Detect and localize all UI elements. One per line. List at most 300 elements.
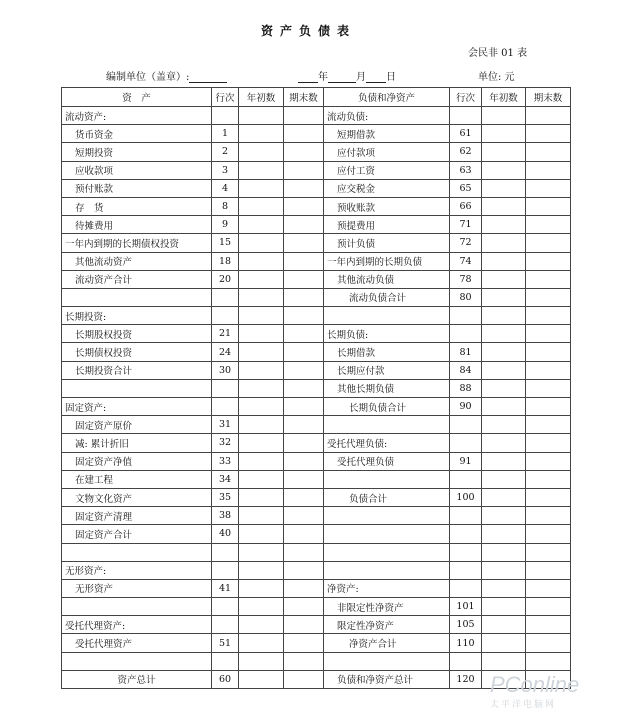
table-row xyxy=(62,525,571,543)
currency-unit: 单位: 元 xyxy=(478,72,515,83)
asset-opening-value xyxy=(239,325,284,343)
liability-opening-value xyxy=(482,270,526,288)
table-row xyxy=(62,434,571,452)
asset-opening-value xyxy=(239,434,284,452)
liability-closing-value xyxy=(526,488,571,506)
asset-item: 货币资金 xyxy=(62,125,212,143)
liability-closing-value xyxy=(526,179,571,197)
asset-opening-value xyxy=(239,525,284,543)
watermark-caption: 太平洋电脑网 xyxy=(490,699,557,709)
asset-closing-value xyxy=(284,452,324,470)
asset-opening-value xyxy=(239,234,284,252)
liability-item: 长期借款 xyxy=(324,343,450,361)
asset-item: 无形资产 xyxy=(62,579,212,597)
asset-line-no: 35 xyxy=(212,488,239,506)
asset-item xyxy=(62,652,212,670)
asset-closing-value xyxy=(284,616,324,634)
liability-line-no: 105 xyxy=(450,616,482,634)
asset-item: 一年内到期的长期债权投资 xyxy=(62,234,212,252)
day-label: 日 xyxy=(386,72,396,83)
liability-item: 一年内到期的长期负债 xyxy=(324,252,450,270)
liability-line-no xyxy=(450,507,482,525)
asset-line-no xyxy=(212,598,239,616)
liability-opening-value xyxy=(482,616,526,634)
liability-closing-value xyxy=(526,125,571,143)
liability-opening-value xyxy=(482,379,526,397)
table-row xyxy=(62,107,571,125)
liability-opening-value xyxy=(482,288,526,306)
date-line xyxy=(298,68,396,83)
form-number: 会民非 01 表 xyxy=(468,48,528,59)
liability-opening-value xyxy=(482,307,526,325)
asset-closing-value xyxy=(284,525,324,543)
asset-opening-value xyxy=(239,652,284,670)
table-row xyxy=(62,470,571,488)
table-row xyxy=(62,270,571,288)
asset-line-no xyxy=(212,616,239,634)
liability-line-no xyxy=(450,561,482,579)
liability-item xyxy=(324,416,450,434)
asset-item: 无形资产: xyxy=(62,561,212,579)
asset-opening-value xyxy=(239,398,284,416)
liability-item: 应付工资 xyxy=(324,161,450,179)
asset-item: 受托代理资产 xyxy=(62,634,212,652)
liability-item: 应交税金 xyxy=(324,179,450,197)
liability-line-no: 101 xyxy=(450,598,482,616)
table-row xyxy=(62,507,571,525)
liability-line-no: 74 xyxy=(450,252,482,270)
asset-item: 固定资产净值 xyxy=(62,452,212,470)
liability-opening-value xyxy=(482,488,526,506)
liability-closing-value xyxy=(526,197,571,215)
asset-closing-value xyxy=(284,398,324,416)
asset-closing-value xyxy=(284,161,324,179)
liability-line-no: 110 xyxy=(450,634,482,652)
asset-opening-value xyxy=(239,470,284,488)
liability-opening-value xyxy=(482,634,526,652)
liability-closing-value xyxy=(526,470,571,488)
asset-item: 固定资产清理 xyxy=(62,507,212,525)
liability-line-no: 61 xyxy=(450,125,482,143)
table-row xyxy=(62,488,571,506)
asset-line-no: 41 xyxy=(212,579,239,597)
asset-line-no: 40 xyxy=(212,525,239,543)
table-row xyxy=(62,179,571,197)
preparer-line xyxy=(106,68,227,83)
table-row xyxy=(62,307,571,325)
liability-opening-value xyxy=(482,507,526,525)
liability-opening-value xyxy=(482,398,526,416)
table-row xyxy=(62,197,571,215)
asset-item: 减: 累计折旧 xyxy=(62,434,212,452)
asset-closing-value xyxy=(284,325,324,343)
liability-closing-value xyxy=(526,234,571,252)
table-row xyxy=(62,125,571,143)
liability-item: 其他流动负债 xyxy=(324,270,450,288)
asset-opening-value xyxy=(239,379,284,397)
liability-opening-value xyxy=(482,325,526,343)
liability-closing-value xyxy=(526,252,571,270)
asset-opening-value xyxy=(239,270,284,288)
asset-item xyxy=(62,288,212,306)
liability-item xyxy=(324,307,450,325)
asset-line-no: 4 xyxy=(212,179,239,197)
asset-item: 文物文化资产 xyxy=(62,488,212,506)
asset-line-no xyxy=(212,561,239,579)
liability-line-no xyxy=(450,525,482,543)
liability-item: 负债合计 xyxy=(324,488,450,506)
asset-line-no: 1 xyxy=(212,125,239,143)
table-row xyxy=(62,252,571,270)
liability-item xyxy=(324,652,450,670)
liability-item xyxy=(324,507,450,525)
liability-closing-value xyxy=(526,307,571,325)
table-row xyxy=(62,543,571,561)
liability-line-no: 66 xyxy=(450,197,482,215)
asset-line-no: 34 xyxy=(212,470,239,488)
liability-opening-value xyxy=(482,452,526,470)
asset-closing-value xyxy=(284,343,324,361)
liability-line-no: 71 xyxy=(450,216,482,234)
asset-opening-value xyxy=(239,197,284,215)
asset-item: 预付账款 xyxy=(62,179,212,197)
asset-item: 固定资产合计 xyxy=(62,525,212,543)
asset-item: 固定资产: xyxy=(62,398,212,416)
table-row xyxy=(62,561,571,579)
asset-line-no: 8 xyxy=(212,197,239,215)
asset-opening-value xyxy=(239,634,284,652)
asset-item: 应收款项 xyxy=(62,161,212,179)
liability-closing-value xyxy=(526,452,571,470)
table-row xyxy=(62,452,571,470)
asset-line-no xyxy=(212,288,239,306)
asset-closing-value xyxy=(284,234,324,252)
liability-opening-value xyxy=(482,416,526,434)
asset-closing-value xyxy=(284,543,324,561)
asset-opening-value xyxy=(239,452,284,470)
table-row xyxy=(62,161,571,179)
liability-line-no: 80 xyxy=(450,288,482,306)
asset-closing-value xyxy=(284,652,324,670)
year-label: 年 xyxy=(318,72,328,83)
liability-line-no: 62 xyxy=(450,143,482,161)
liability-opening-value xyxy=(482,561,526,579)
liability-line-no xyxy=(450,307,482,325)
table-row xyxy=(62,598,571,616)
liability-closing-value xyxy=(526,216,571,234)
day-blank xyxy=(366,71,386,83)
liability-item: 限定性净资产 xyxy=(324,616,450,634)
asset-item: 固定资产原价 xyxy=(62,416,212,434)
liability-closing-value xyxy=(526,543,571,561)
liability-line-no: 78 xyxy=(450,270,482,288)
liability-item xyxy=(324,561,450,579)
liability-item: 长期负债合计 xyxy=(324,398,450,416)
asset-item: 短期投资 xyxy=(62,143,212,161)
liability-opening-value xyxy=(482,434,526,452)
liability-closing-value xyxy=(526,598,571,616)
header-opening: 年初数 xyxy=(239,88,284,107)
asset-line-no: 51 xyxy=(212,634,239,652)
asset-closing-value xyxy=(284,634,324,652)
asset-item: 流动资产: xyxy=(62,107,212,125)
asset-closing-value xyxy=(284,579,324,597)
asset-line-no: 32 xyxy=(212,434,239,452)
asset-opening-value xyxy=(239,161,284,179)
asset-line-no: 30 xyxy=(212,361,239,379)
liability-item: 受托代理负债 xyxy=(324,452,450,470)
liability-line-no: 91 xyxy=(450,452,482,470)
asset-opening-value xyxy=(239,579,284,597)
table-row xyxy=(62,379,571,397)
liability-item: 其他长期负债 xyxy=(324,379,450,397)
asset-line-no: 21 xyxy=(212,325,239,343)
liability-line-no: 65 xyxy=(450,179,482,197)
liability-item: 流动负债合计 xyxy=(324,288,450,306)
header-opening: 年初数 xyxy=(482,88,526,107)
table-row xyxy=(62,216,571,234)
preparer-label: 编制单位（盖章）: xyxy=(106,72,190,83)
liability-item xyxy=(324,525,450,543)
asset-opening-value xyxy=(239,416,284,434)
asset-line-no: 15 xyxy=(212,234,239,252)
year-blank xyxy=(298,71,318,83)
watermark-logo: PConline xyxy=(490,672,580,697)
asset-item: 流动资产合计 xyxy=(62,270,212,288)
asset-item: 长期投资: xyxy=(62,307,212,325)
liability-item: 预提费用 xyxy=(324,216,450,234)
table-row xyxy=(62,343,571,361)
header-assets: 资 产 xyxy=(62,88,212,107)
liability-closing-value xyxy=(526,143,571,161)
liability-line-no xyxy=(450,107,482,125)
asset-closing-value xyxy=(284,216,324,234)
asset-line-no xyxy=(212,379,239,397)
asset-opening-value xyxy=(239,598,284,616)
asset-opening-value xyxy=(239,543,284,561)
asset-opening-value xyxy=(239,288,284,306)
liability-closing-value xyxy=(526,107,571,125)
liability-closing-value xyxy=(526,416,571,434)
liability-closing-value xyxy=(526,634,571,652)
asset-opening-value xyxy=(239,343,284,361)
liability-closing-value xyxy=(526,398,571,416)
liability-opening-value xyxy=(482,343,526,361)
asset-closing-value xyxy=(284,561,324,579)
liability-line-no xyxy=(450,543,482,561)
liability-opening-value xyxy=(482,197,526,215)
liability-line-no xyxy=(450,470,482,488)
liability-line-no: 63 xyxy=(450,161,482,179)
liability-line-no: 84 xyxy=(450,361,482,379)
asset-closing-value xyxy=(284,470,324,488)
asset-closing-value xyxy=(284,598,324,616)
liability-opening-value xyxy=(482,598,526,616)
asset-line-no xyxy=(212,398,239,416)
liability-item xyxy=(324,470,450,488)
liability-closing-value xyxy=(526,525,571,543)
table-row xyxy=(62,416,571,434)
liability-item: 流动负债: xyxy=(324,107,450,125)
asset-opening-value xyxy=(239,488,284,506)
table-row xyxy=(62,616,571,634)
table-row xyxy=(62,143,571,161)
liability-opening-value xyxy=(482,107,526,125)
asset-closing-value xyxy=(284,197,324,215)
liability-opening-value xyxy=(482,579,526,597)
table-row xyxy=(62,652,571,670)
liability-closing-value xyxy=(526,325,571,343)
liability-closing-value xyxy=(526,652,571,670)
asset-line-no: 33 xyxy=(212,452,239,470)
page-title: 资产负债表 xyxy=(260,24,356,38)
header-line-no: 行次 xyxy=(212,88,239,107)
liability-item: 净资产合计 xyxy=(324,634,450,652)
asset-closing-value xyxy=(284,434,324,452)
asset-closing-value xyxy=(284,288,324,306)
asset-closing-value xyxy=(284,416,324,434)
asset-item: 长期投资合计 xyxy=(62,361,212,379)
liability-opening-value xyxy=(482,252,526,270)
liability-closing-value xyxy=(526,379,571,397)
month-label: 月 xyxy=(356,72,366,83)
liability-line-no xyxy=(450,434,482,452)
table-row xyxy=(62,398,571,416)
asset-closing-value xyxy=(284,507,324,525)
asset-opening-value xyxy=(239,107,284,125)
liability-item: 负债和净资产总计 xyxy=(324,670,450,688)
asset-item: 存 货 xyxy=(62,197,212,215)
asset-opening-value xyxy=(239,616,284,634)
asset-opening-value xyxy=(239,507,284,525)
liability-line-no xyxy=(450,416,482,434)
header-closing: 期末数 xyxy=(526,88,571,107)
asset-opening-value xyxy=(239,307,284,325)
asset-line-no xyxy=(212,107,239,125)
asset-item: 资产总计 xyxy=(62,670,212,688)
header-liabilities: 负债和净资产 xyxy=(324,88,450,107)
liability-opening-value xyxy=(482,216,526,234)
liability-opening-value xyxy=(482,234,526,252)
liability-closing-value xyxy=(526,361,571,379)
asset-opening-value xyxy=(239,179,284,197)
asset-item: 待摊费用 xyxy=(62,216,212,234)
liability-closing-value xyxy=(526,616,571,634)
liability-opening-value xyxy=(482,525,526,543)
liability-closing-value xyxy=(526,507,571,525)
liability-closing-value xyxy=(526,161,571,179)
asset-opening-value xyxy=(239,125,284,143)
asset-closing-value xyxy=(284,270,324,288)
asset-line-no xyxy=(212,543,239,561)
asset-line-no: 24 xyxy=(212,343,239,361)
liability-item: 应付款项 xyxy=(324,143,450,161)
asset-opening-value xyxy=(239,670,284,688)
asset-opening-value xyxy=(239,216,284,234)
liability-line-no: 100 xyxy=(450,488,482,506)
liability-closing-value xyxy=(526,434,571,452)
asset-line-no: 18 xyxy=(212,252,239,270)
asset-closing-value xyxy=(284,488,324,506)
asset-line-no: 3 xyxy=(212,161,239,179)
liability-line-no xyxy=(450,579,482,597)
asset-closing-value xyxy=(284,125,324,143)
liability-item: 短期借款 xyxy=(324,125,450,143)
asset-opening-value xyxy=(239,561,284,579)
liability-opening-value xyxy=(482,470,526,488)
asset-item: 长期债权投资 xyxy=(62,343,212,361)
asset-closing-value xyxy=(284,143,324,161)
liability-line-no xyxy=(450,652,482,670)
asset-line-no xyxy=(212,307,239,325)
asset-line-no: 20 xyxy=(212,270,239,288)
liability-item: 受托代理负债: xyxy=(324,434,450,452)
asset-line-no: 60 xyxy=(212,670,239,688)
liability-closing-value xyxy=(526,561,571,579)
liability-closing-value xyxy=(526,579,571,597)
asset-item xyxy=(62,598,212,616)
liability-closing-value xyxy=(526,343,571,361)
table-row xyxy=(62,234,571,252)
liability-line-no: 81 xyxy=(450,343,482,361)
asset-closing-value xyxy=(284,179,324,197)
liability-item: 预收账款 xyxy=(324,197,450,215)
asset-item xyxy=(62,543,212,561)
table-row xyxy=(62,325,571,343)
liability-line-no: 72 xyxy=(450,234,482,252)
asset-closing-value xyxy=(284,361,324,379)
liability-item: 长期负债: xyxy=(324,325,450,343)
preparer-blank xyxy=(189,71,227,83)
liability-closing-value xyxy=(526,270,571,288)
asset-closing-value xyxy=(284,252,324,270)
asset-closing-value xyxy=(284,307,324,325)
balance-sheet-table xyxy=(61,87,571,689)
asset-opening-value xyxy=(239,252,284,270)
asset-line-no: 31 xyxy=(212,416,239,434)
asset-line-no: 9 xyxy=(212,216,239,234)
asset-opening-value xyxy=(239,361,284,379)
asset-line-no: 38 xyxy=(212,507,239,525)
liability-item: 净资产: xyxy=(324,579,450,597)
liability-line-no xyxy=(450,325,482,343)
asset-closing-value xyxy=(284,107,324,125)
liability-opening-value xyxy=(482,179,526,197)
asset-item: 在建工程 xyxy=(62,470,212,488)
table-row xyxy=(62,361,571,379)
liability-item: 预计负债 xyxy=(324,234,450,252)
liability-item xyxy=(324,543,450,561)
table-row xyxy=(62,288,571,306)
table-row xyxy=(62,634,571,652)
asset-closing-value xyxy=(284,670,324,688)
asset-item xyxy=(62,379,212,397)
liability-opening-value xyxy=(482,652,526,670)
liability-item: 长期应付款 xyxy=(324,361,450,379)
asset-item: 受托代理资产: xyxy=(62,616,212,634)
liability-closing-value xyxy=(526,288,571,306)
liability-line-no: 120 xyxy=(450,670,482,688)
asset-line-no: 2 xyxy=(212,143,239,161)
header-closing: 期末数 xyxy=(284,88,324,107)
liability-line-no: 88 xyxy=(450,379,482,397)
liability-opening-value xyxy=(482,161,526,179)
liability-opening-value xyxy=(482,361,526,379)
header-line-no: 行次 xyxy=(450,88,482,107)
asset-closing-value xyxy=(284,379,324,397)
month-blank xyxy=(328,71,356,83)
liability-opening-value xyxy=(482,125,526,143)
